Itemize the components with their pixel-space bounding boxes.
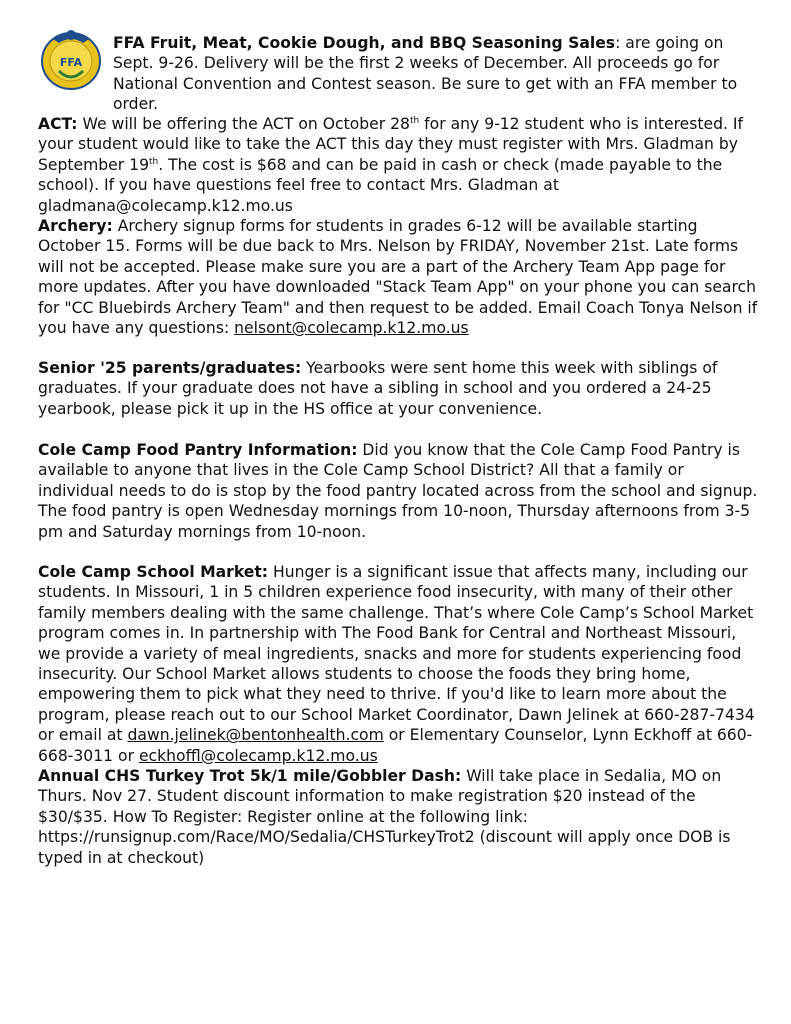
archery-email-link[interactable]: nelsont@colecamp.k12.mo.us (234, 319, 469, 338)
turkey-trot-body: Will take place in Sedalia, MO on Thurs. Nov 27. Student discount information to make registration $20 instead of the $30/$35. How To Register: Register online at the following link: https://runsignup.com/Race/MO/Sedalia/CHSTurkeyTrot2 (discount will apply once DOB is typed in at checkout) (38, 767, 731, 867)
ffa-emblem-text: FFA (59, 56, 83, 69)
school-market-heading: Cole Camp School Market: (38, 563, 269, 581)
school-market-body-2: or Elementary Counselor, Lynn Eckhoff at 660-668-3011 or (38, 726, 753, 765)
senior-body: Yearbooks were sent home this week with siblings of graduates. If your graduate does not have a sibling in school and you ordered a 24-25 yearbook, please pick it up in the HS office at your convenience. (38, 359, 718, 418)
school-market-paragraph (38, 562, 760, 766)
turkey-trot-paragraph (38, 766, 760, 868)
act-sup-1: th (409, 115, 420, 126)
act-body-3: . The cost is $68 and can be paid in cash or check (made payable to the school). If you have questions feel free to contact Mrs. Gladman at gladmana@colecamp.k12.mo.us (38, 155, 723, 215)
food-pantry-body: Did you know that the Cole Camp Food Pantry is available to anyone that lives in the Cole Camp School District? All that a family or individual needs to do is stop by the food pantry located across from the school and signup. The food pantry is open Wednesday mornings from 10-noon, Thursday afternoons from 3-5 pm and Saturday mornings from 10-noon. (38, 441, 758, 541)
archery-heading: Archery: (38, 217, 113, 235)
senior-paragraph (38, 358, 760, 419)
food-pantry-heading: Cole Camp Food Pantry Information: (38, 441, 358, 459)
ffa-emblem-icon (39, 25, 103, 91)
ffa-sales-body: : are going on Sept. 9-26. Delivery will be the first 2 weeks of December. All proceeds go for National Convention and Contest season. Be sure to get with an FFA member to order. (113, 34, 738, 114)
archery-paragraph (38, 216, 760, 338)
turkey-trot-heading: Annual CHS Turkey Trot 5k/1 mile/Gobbler Dash: (38, 767, 462, 785)
act-body-1: We will be offering the ACT on October 28 (77, 115, 410, 133)
act-paragraph (38, 114, 760, 216)
act-heading: ACT: (38, 115, 78, 133)
lynn-email-link[interactable]: eckhoffl@colecamp.k12.mo.us (138, 746, 378, 765)
archery-body: Archery signup forms for students in grades 6-12 will be available starting October 15. Forms will be due back to Mrs. Nelson by FRIDAY, November 21st. Late forms will not be accepted. Please make sure you are a part of the Archery Team App page for more updates. After you have downloaded "Stack Team App" on your phone you can search for "CC Bluebirds Archery Team" and then request to be added. Email Coach Tonya Nelson if you have any questions: (38, 217, 758, 338)
school-market-body-1: Hunger is a significant issue that affects many, including our students. In Missouri, 1 in 5 children experience food insecurity, with many of their other family members dealing with the same challenge. That’s where Cole Camp’s School Market program comes in. In partnership with The Food Bank for Central and Northeast Missouri, we provide a variety of meal ingredients, snacks and more for students experiencing food insecurity. Our School Market allows students to choose the foods they bring home, empowering them to pick what they need to thrive. If you'd like to learn more about the program, please reach out to our School Market Coordinator, Dawn Jelinek at 660-287-7434 or email at (38, 563, 755, 745)
ffa-sales-paragraph (113, 33, 763, 115)
senior-heading: Senior '25 parents/graduates: (38, 359, 302, 377)
food-pantry-paragraph (38, 440, 760, 542)
act-body-2: for any 9-12 student who is interested. If your student would like to take the ACT this day they must register with Mrs. Gladman by September 19 (38, 115, 743, 174)
dawn-email-link[interactable]: dawn.jelinek@bentonhealth.com (127, 726, 384, 745)
act-sup-2: th (149, 156, 159, 167)
ffa-sales-heading: FFA Fruit, Meat, Cookie Dough, and BBQ Seasoning Sales (113, 34, 616, 52)
